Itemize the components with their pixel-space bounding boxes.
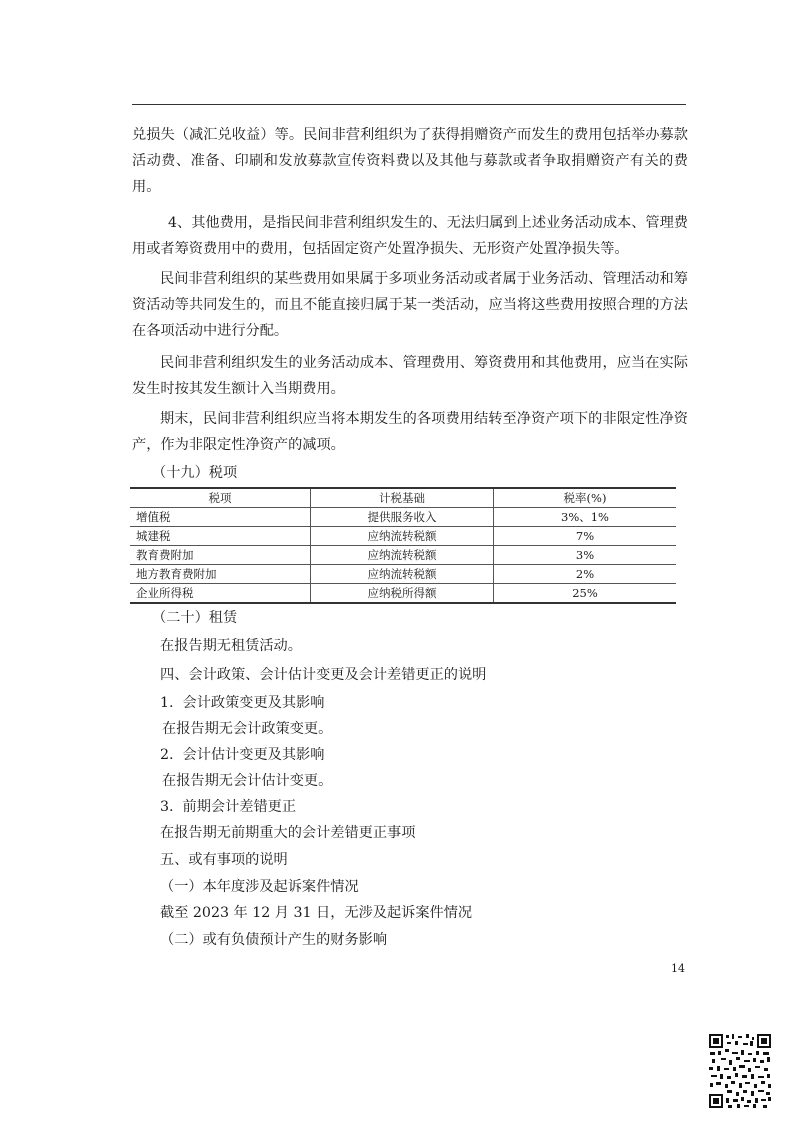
item-estimate-change-text: 在报告期无会计估计变更。 [162, 773, 333, 789]
section-heading-contingencies: 五、或有事项的说明 [160, 852, 288, 868]
tax-table [130, 487, 676, 604]
column-header: 税率(%) [494, 488, 677, 508]
table-cell: 7% [494, 527, 677, 546]
table-cell: 应纳流转税额 [311, 565, 494, 584]
paragraph-cost-allocation: 民间非营利组织的某些费用如果属于多项业务活动或者属于业务活动、管理活动和筹资活动等共同发生的，而且不能直接归属于某一类活动，应当将这些费用按照合理的方法在各项活动中进行分配。 [132, 271, 688, 339]
section-heading-taxes: （十九）税项 [152, 465, 238, 481]
subheading-lawsuits: （一）本年度涉及起诉案件情况 [160, 879, 359, 895]
qr-code-icon [708, 1033, 772, 1109]
table-cell: 提供服务收入 [311, 508, 494, 527]
subheading-contingent-liabilities: （二）或有负债预计产生的财务影响 [160, 932, 388, 948]
table-cell: 3% [494, 546, 677, 565]
item-error-correction: 3. 前期会计差错更正 [160, 799, 297, 815]
column-header: 税项 [130, 488, 311, 508]
paragraph-period-end-transfer: 期末，民间非营利组织应当将本期发生的各项费用结转至净资产项下的非限定性净资产，作为非限定性净资产的减项。 [132, 411, 688, 453]
table-cell: 3%、1% [494, 508, 677, 527]
paragraph-other-expenses: 4、其他费用，是指民间非营利组织发生的、无法归属到上述业务活动成本、管理费用或者筹资费用中的费用，包括固定资产处置净损失、无形资产处置净损失等。 [132, 215, 688, 257]
paragraph-expense-recognition: 民间非营利组织发生的业务活动成本、管理费用、筹资费用和其他费用，应当在实际发生时按其发生额计入当期费用。 [132, 355, 688, 397]
item-policy-change-text: 在报告期无会计政策变更。 [162, 721, 333, 737]
lawsuits-text: 截至 2023 年 12 月 31 日，无涉及起诉案件情况 [160, 905, 473, 921]
table-cell: 城建税 [130, 527, 311, 546]
table-cell: 增值税 [130, 508, 311, 527]
column-header: 计税基础 [311, 488, 494, 508]
table-cell: 教育费附加 [130, 546, 311, 565]
table-cell: 应纳流转税额 [311, 527, 494, 546]
table-row [130, 546, 676, 565]
table-row [130, 584, 676, 604]
header-rule [132, 104, 686, 105]
item-estimate-change: 2. 会计估计变更及其影响 [160, 747, 325, 763]
table-cell: 2% [494, 565, 677, 584]
section-heading-lease: （二十）租赁 [152, 610, 238, 626]
table-cell: 企业所得税 [130, 584, 311, 604]
table-row [130, 508, 676, 527]
table-header-row [130, 488, 676, 508]
lease-text: 在报告期无租赁活动。 [160, 638, 302, 654]
table-cell: 地方教育费附加 [130, 565, 311, 584]
item-policy-change: 1. 会计政策变更及其影响 [160, 695, 325, 711]
table-row [130, 527, 676, 546]
table-cell: 25% [494, 584, 677, 604]
table-row [130, 565, 676, 584]
section-heading-accounting-changes: 四、会计政策、会计估计变更及会计差错更正的说明 [160, 667, 487, 683]
table-cell: 应纳税所得额 [311, 584, 494, 604]
page-number: 14 [671, 962, 685, 975]
paragraph-fundraising-costs: 兑损失（减汇兑收益）等。民间非营利组织为了获得捐赠资产而发生的费用包括举办募款活动费、准备、印刷和发放募款宣传资料费以及其他与募款或者争取捐赠资产有关的费用。 [132, 127, 688, 195]
table-cell: 应纳流转税额 [311, 546, 494, 565]
item-error-correction-text: 在报告期无前期重大的会计差错更正事项 [160, 825, 416, 841]
